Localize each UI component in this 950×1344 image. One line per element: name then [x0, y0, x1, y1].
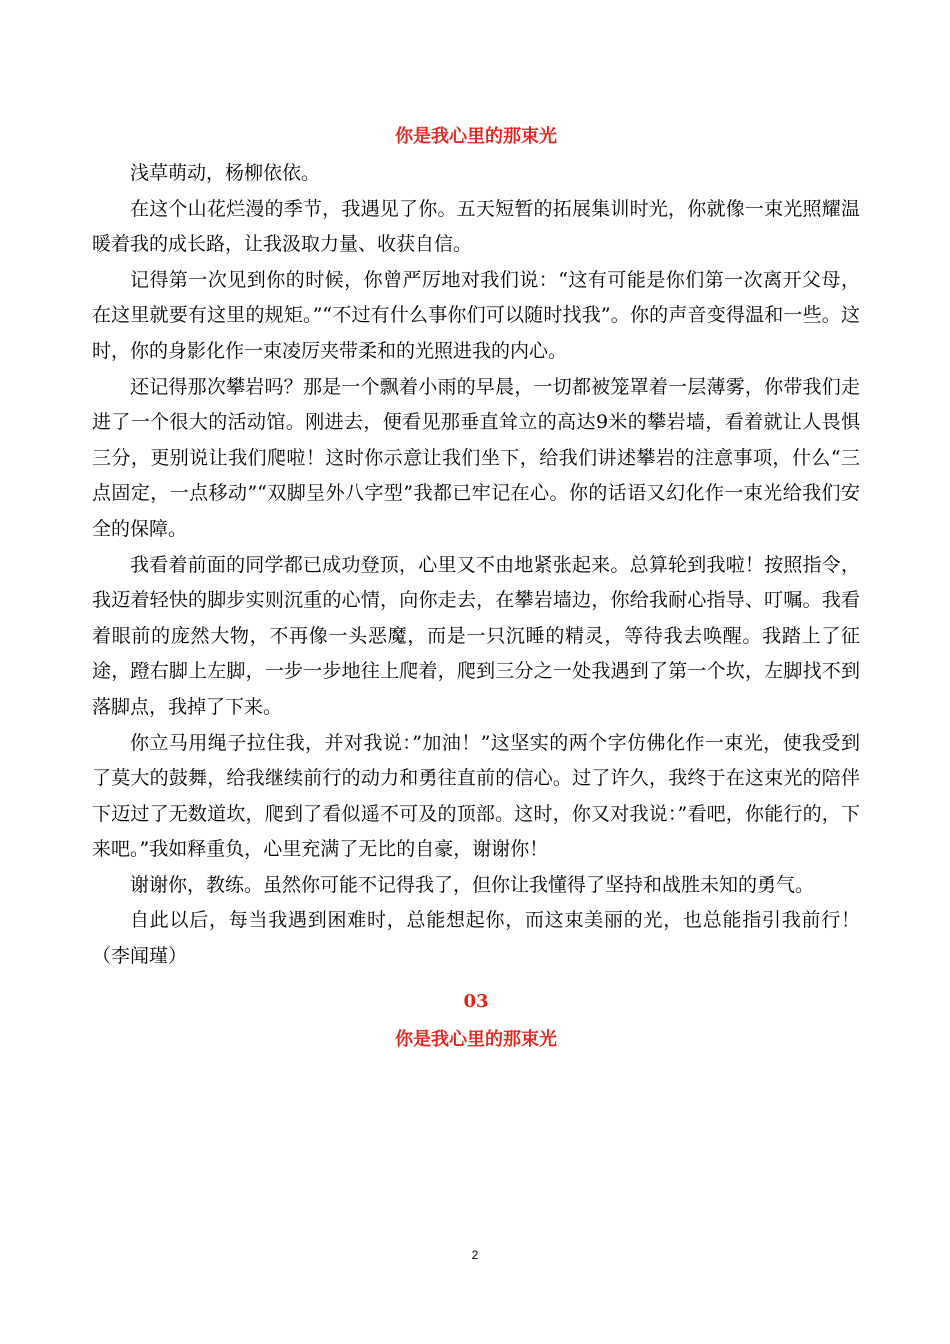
article-title: 你是我心里的那束光: [395, 126, 557, 147]
paragraph-8: 自此以后，每当我遇到困难时，总能想起你，而这束美丽的光，也总能指引我前行！（李闻瑾）: [92, 909, 860, 968]
paragraph-2: 在这个山花烂漫的季节，我遇见了你。五天短暂的拓展集训时光，你就像一束光照耀温暖着我的成长路，让我汲取力量、收获自信。: [92, 197, 860, 256]
paragraph-1: 浅草萌动，杨柳依依。: [130, 162, 321, 184]
section-number: 03: [463, 990, 489, 1012]
paragraph-5: 我看着前面的同学都已成功登顶，心里又不由地紧张起来。总算轮到我啦！按照指令，我迈着轻快的脚步实则沉重的心情，向你走去，在攀岩墙边，你给我耐心指导、叮嘱。我看着眼前的庞然大物，不再像一头恶魔，而是一只沉睡的精灵，等待我去唤醒。我踏上了征途，蹬右脚上左脚，一步一步地往上爬着，爬到三分之一处我遇到了第一个坎，左脚找不到落脚点，我掉了下来。: [92, 553, 860, 718]
paragraph-3: 记得第一次见到你的时候，你曾严厉地对我们说：“这有可能是你们第一次离开父母，在这里就要有这里的规矩。”“不过有什么事你们可以随时找我”。你的声音变得温和一些。这时，你的身影化作一束凌厉夹带柔和的光照进我的内心。: [92, 268, 860, 362]
document-body: [92, 118, 860, 1059]
next-article-title: 你是我心里的那束光: [395, 1028, 557, 1050]
paragraph-7: 谢谢你，教练。虽然你可能不记得我了，但你让我懂得了坚持和战胜未知的勇气。: [130, 873, 815, 896]
paragraph-6: 你立马用绳子拉住我，并对我说：”加油！”这坚实的两个字仿佛化作一束光，使我受到了莫大的鼓舞，给我继续前行的动力和勇往直前的信心。过了许久，我终于在这束光的陪伴下迈过了无数道坎，爬到了看似遥不可及的顶部。这时，你又对我说：”看吧，你能行的，下来吧。”我如释重负，心里充满了无比的自豪，谢谢你！: [92, 731, 860, 861]
paragraph-4: 还记得那次攀岩吗？那是一个飘着小雨的早晨，一切都被笼罩着一层薄雾，你带我们走进了一个很大的活动馆。刚进去，便看见那垂直耸立的高达9米的攀岩墙，看着就让人畏惧三分，更别说让我们爬啦！这时你示意让我们坐下，给我们讲述攀岩的注意事项，什么“三点固定，一点移动”“双脚呈外八字型”我都已牢记在心。你的话语又幻化作一束光给我们安全的保障。: [92, 375, 860, 540]
page-number: 2: [471, 1248, 479, 1262]
